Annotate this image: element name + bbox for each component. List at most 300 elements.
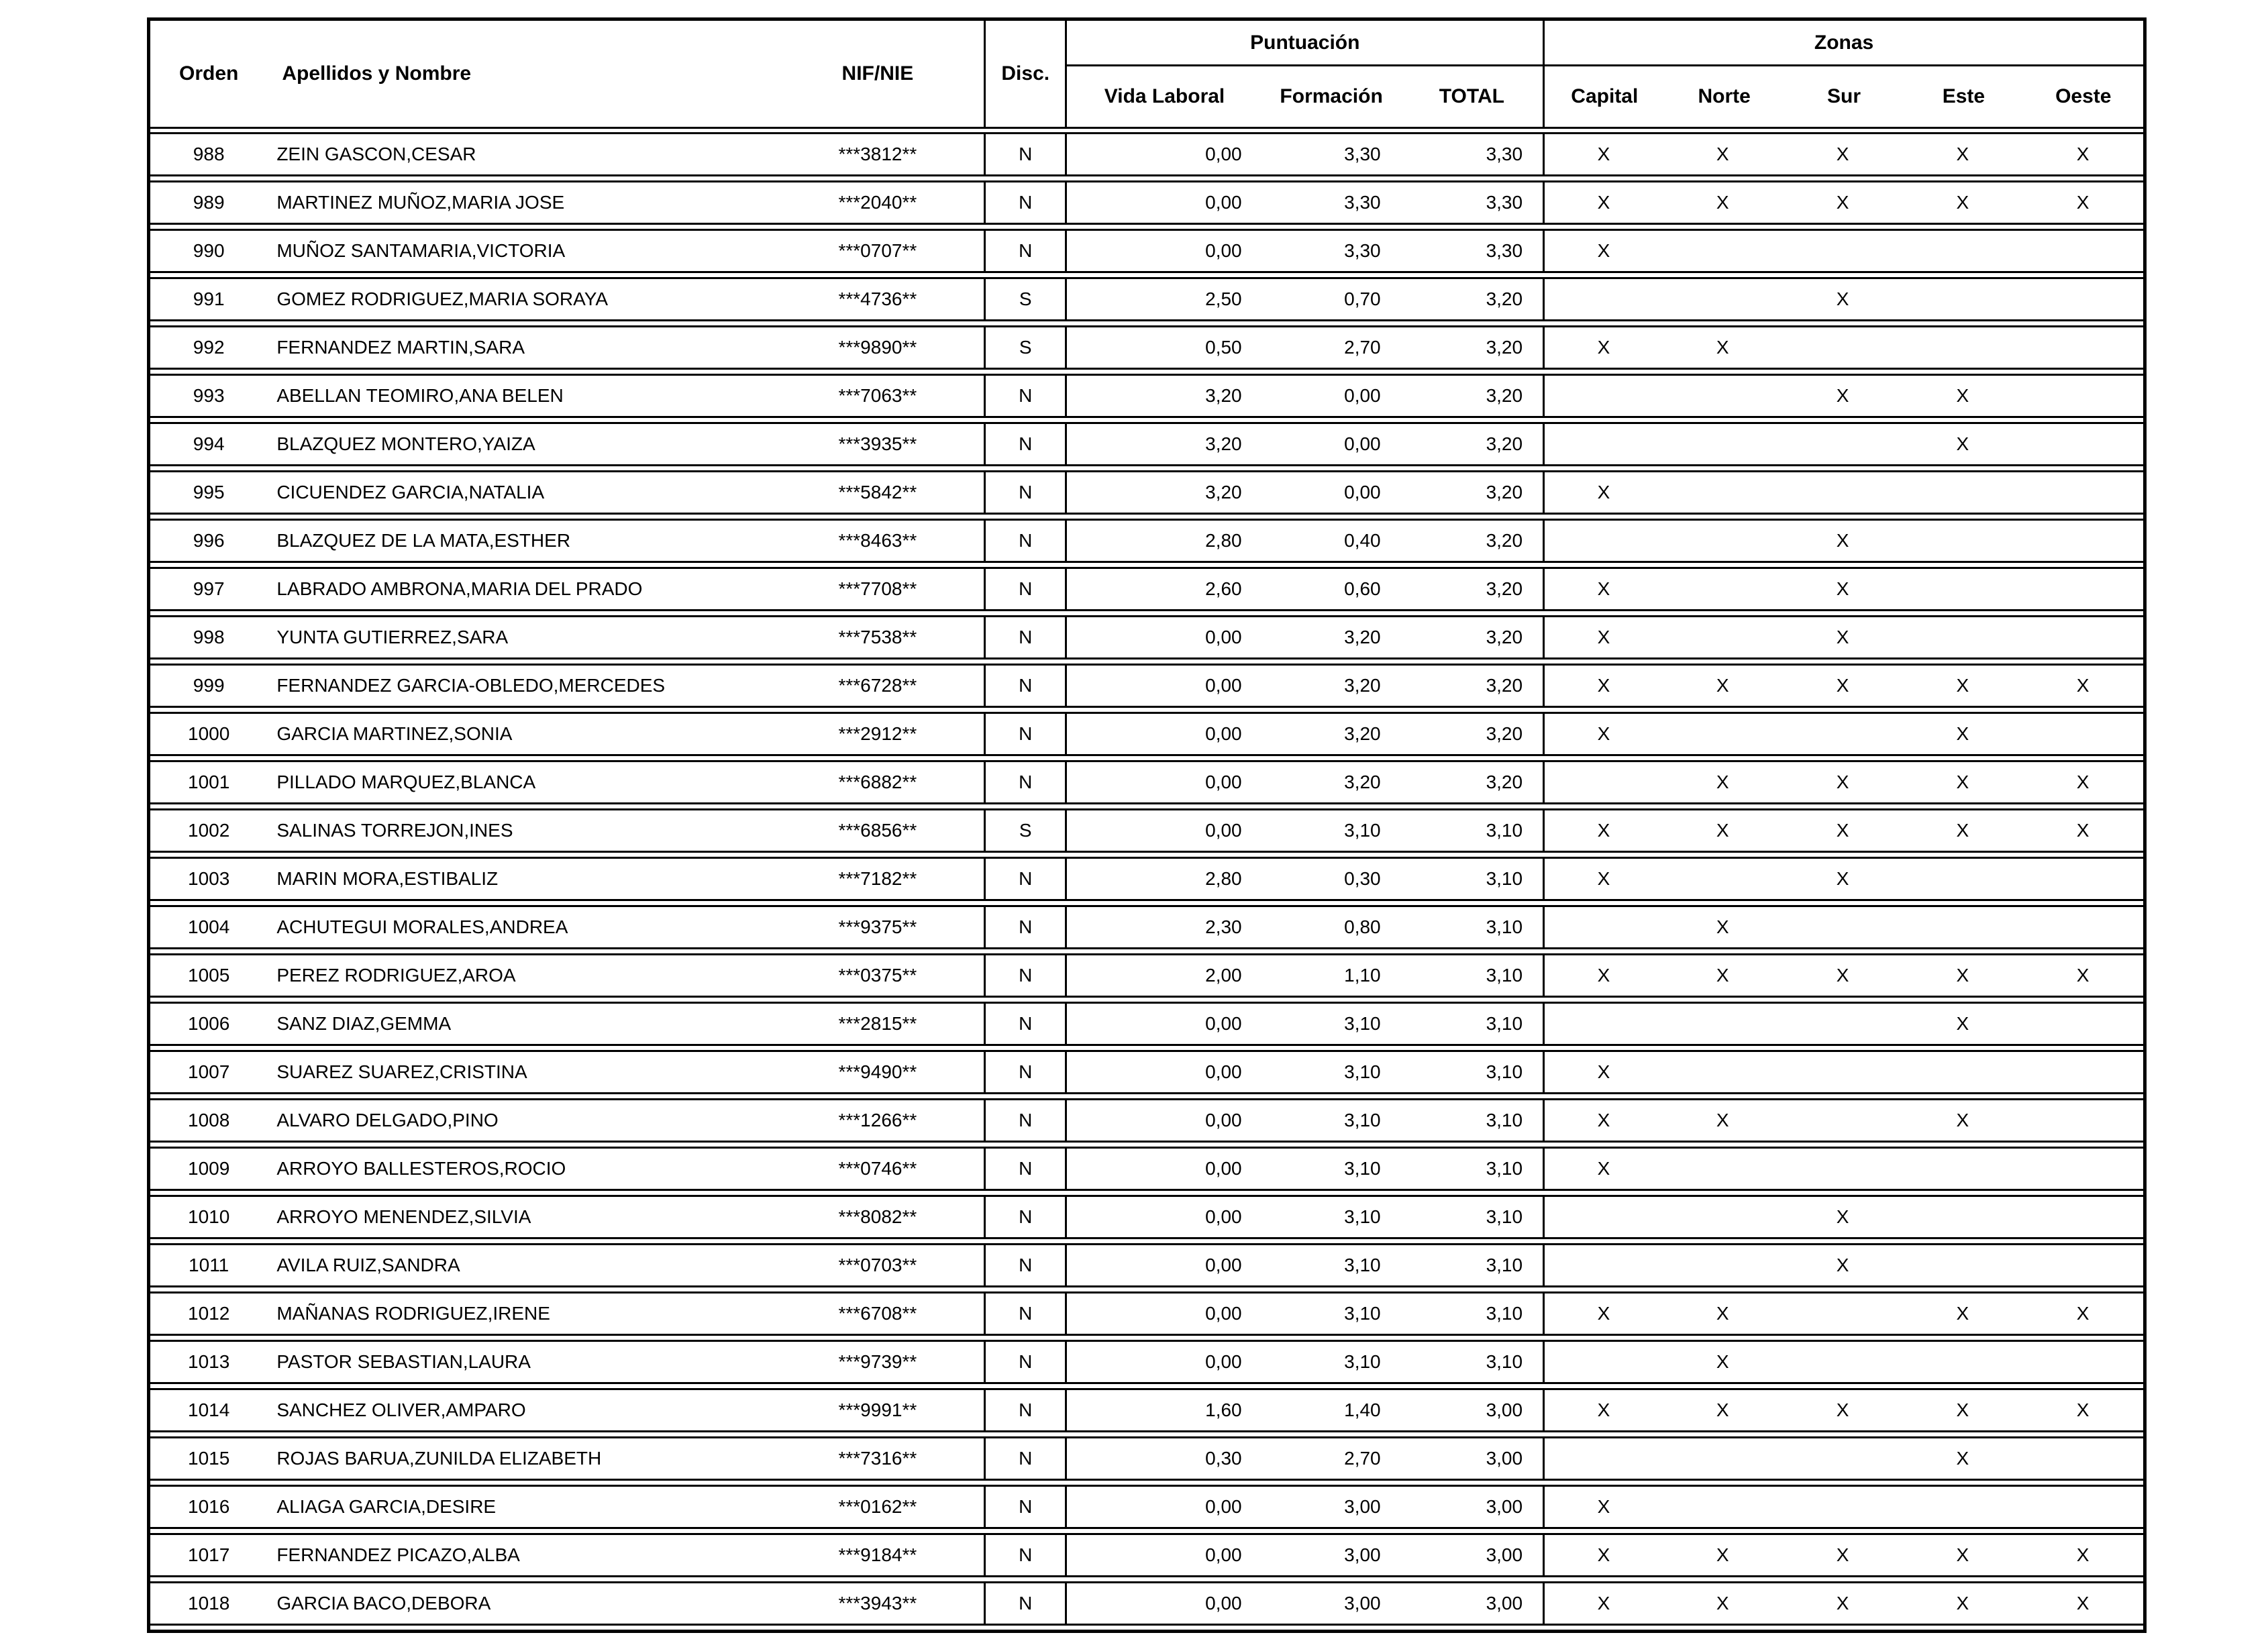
row-total: 3,10: [1486, 1013, 1523, 1034]
row-zone-oeste: X: [2076, 675, 2090, 696]
row-total: 3,10: [1486, 820, 1523, 841]
row-nif: ***0746**: [838, 1158, 917, 1179]
col-header-zona-norte: Norte: [1698, 85, 1751, 107]
row-zone-oeste: [2022, 1438, 2143, 1479]
row-total: 3,00: [1486, 1448, 1523, 1469]
row-zone-norte: [1663, 521, 1783, 561]
row-name: ARROYO BALLESTEROS,ROCIO: [276, 1158, 566, 1179]
row-total: 3,20: [1486, 675, 1523, 696]
row-nif: ***0162**: [838, 1496, 917, 1517]
row-orden: 1018: [188, 1593, 230, 1614]
row-name: ALIAGA GARCIA,DESIRE: [276, 1496, 497, 1517]
row-total: 3,10: [1486, 1351, 1523, 1372]
row-zone-norte: [1663, 1197, 1783, 1237]
zonas-subheaders: [1545, 66, 2143, 127]
row-vida-laboral: 0,00: [1205, 1013, 1242, 1034]
row-nif: ***2912**: [838, 723, 917, 744]
row-disc: N: [984, 1293, 1067, 1334]
row-orden: 1012: [188, 1303, 230, 1324]
table-row: [150, 132, 2143, 176]
row-orden: 998: [193, 627, 225, 647]
row-orden: 1003: [188, 868, 230, 889]
col-header-zona-este: Este: [1942, 85, 1986, 107]
row-name: GARCIA BACO,DEBORA: [276, 1593, 491, 1614]
row-orden: 994: [193, 433, 225, 454]
col-header-zona-oeste: Oeste: [2055, 85, 2112, 107]
row-total: 3,30: [1486, 144, 1523, 164]
row-name: MARTINEZ MUÑOZ,MARIA JOSE: [276, 192, 565, 213]
row-zone-norte: X: [1716, 1110, 1729, 1130]
row-zone-capital: [1543, 376, 1663, 416]
row-disc: N: [984, 1487, 1067, 1527]
row-vida-laboral: 2,00: [1205, 965, 1242, 986]
row-zone-sur: X: [1836, 385, 1849, 406]
row-formacion: 0,70: [1344, 288, 1381, 309]
row-zone-norte: [1663, 472, 1783, 513]
row-formacion: 0,40: [1344, 530, 1381, 551]
row-disc: N: [984, 666, 1067, 706]
row-disc: N: [984, 762, 1067, 802]
row-vida-laboral: 1,60: [1205, 1400, 1242, 1420]
row-orden: 989: [193, 192, 225, 213]
row-zone-oeste: [2022, 376, 2143, 416]
row-formacion: 3,10: [1344, 1158, 1381, 1179]
row-zone-capital: [1543, 279, 1663, 319]
row-zone-este: X: [1956, 192, 1969, 213]
row-zone-norte: [1663, 376, 1783, 416]
row-zone-capital: X: [1543, 1535, 1663, 1575]
row-nif: ***3812**: [838, 144, 917, 164]
row-zone-capital: X: [1543, 617, 1663, 657]
table-row: [150, 1436, 2143, 1481]
table-row: [150, 1581, 2143, 1626]
row-formacion: 3,30: [1344, 192, 1381, 213]
row-zone-sur: X: [1836, 772, 1849, 792]
row-vida-laboral: 3,20: [1205, 433, 1242, 454]
row-total: 3,00: [1486, 1400, 1523, 1420]
row-zone-oeste: X: [2076, 1303, 2090, 1324]
row-zone-oeste: [2022, 1342, 2143, 1382]
row-disc: N: [984, 569, 1067, 609]
row-zone-oeste: [2022, 569, 2143, 609]
row-zone-norte: X: [1716, 1400, 1729, 1420]
row-name: ARROYO MENENDEZ,SILVIA: [276, 1206, 531, 1227]
row-zone-este: [1902, 617, 2022, 657]
row-name: PEREZ RODRIGUEZ,AROA: [276, 965, 516, 986]
row-total: 3,20: [1486, 337, 1523, 358]
row-orden: 1014: [188, 1400, 230, 1420]
puntuacion-group-title: Puntuación: [1067, 21, 1543, 66]
row-orden: 1007: [188, 1061, 230, 1082]
row-zone-oeste: [2022, 1004, 2143, 1044]
row-disc: S: [984, 327, 1067, 368]
row-disc: N: [984, 859, 1067, 899]
table-row: [150, 1147, 2143, 1191]
row-orden: 1006: [188, 1013, 230, 1034]
table-row: [150, 1098, 2143, 1143]
row-total: 3,10: [1486, 916, 1523, 937]
row-disc: N: [984, 1583, 1067, 1624]
row-zone-norte: X: [1716, 916, 1729, 937]
row-zone-capital: X: [1543, 1390, 1663, 1430]
row-disc: N: [984, 1438, 1067, 1479]
row-nif: ***9375**: [838, 916, 917, 937]
row-zone-norte: [1663, 1004, 1783, 1044]
col-header-zona-capital: Capital: [1571, 85, 1639, 107]
row-zone-capital: X: [1543, 1100, 1663, 1141]
row-formacion: 3,00: [1344, 1544, 1381, 1565]
table-header: [150, 21, 2143, 129]
row-formacion: 3,10: [1344, 1303, 1381, 1324]
row-zone-sur: [1783, 1293, 1903, 1334]
row-zone-capital: X: [1543, 1293, 1663, 1334]
row-zone-oeste: [2022, 1100, 2143, 1141]
row-nif: ***2815**: [838, 1013, 917, 1034]
row-zone-oeste: X: [2076, 192, 2090, 213]
col-header-formacion: Formación: [1280, 85, 1383, 107]
row-zone-sur: X: [1836, 530, 1849, 551]
row-formacion: 3,00: [1344, 1496, 1381, 1517]
row-zone-este: X: [1956, 1013, 1969, 1034]
row-disc: N: [984, 376, 1067, 416]
table-row: [150, 712, 2143, 756]
row-zone-capital: [1543, 521, 1663, 561]
row-zone-capital: X: [1543, 1487, 1663, 1527]
table-row: [150, 1533, 2143, 1577]
row-total: 3,30: [1486, 192, 1523, 213]
row-disc: N: [984, 1535, 1067, 1575]
row-orden: 997: [193, 578, 225, 599]
row-zone-sur: X: [1836, 1593, 1849, 1614]
row-zone-oeste: [2022, 714, 2143, 754]
row-disc: N: [984, 472, 1067, 513]
row-zone-este: X: [1956, 1448, 1969, 1469]
row-zone-oeste: [2022, 279, 2143, 319]
row-vida-laboral: 0,00: [1205, 1255, 1242, 1275]
row-disc: N: [984, 1245, 1067, 1285]
row-zone-capital: X: [1543, 810, 1663, 851]
row-total: 3,10: [1486, 868, 1523, 889]
row-zone-norte: [1663, 1052, 1783, 1092]
col-header-zona-sur: Sur: [1827, 85, 1861, 107]
row-zone-norte: X: [1716, 337, 1729, 358]
table-body: [150, 129, 2143, 1626]
row-formacion: 0,00: [1344, 433, 1381, 454]
row-zone-sur: [1783, 1487, 1903, 1527]
row-name: ZEIN GASCON,CESAR: [276, 144, 476, 164]
row-formacion: 2,70: [1344, 337, 1381, 358]
row-formacion: 3,10: [1344, 820, 1381, 841]
row-zone-capital: X: [1543, 666, 1663, 706]
row-orden: 1005: [188, 965, 230, 986]
row-vida-laboral: 0,00: [1205, 192, 1242, 213]
row-formacion: 3,10: [1344, 1013, 1381, 1034]
table-row: [150, 567, 2143, 611]
row-zone-este: X: [1956, 1593, 1969, 1614]
row-formacion: 0,30: [1344, 868, 1381, 889]
row-orden: 1009: [188, 1158, 230, 1179]
row-total: 3,20: [1486, 288, 1523, 309]
row-zone-norte: X: [1716, 1351, 1729, 1372]
row-zone-oeste: [2022, 1197, 2143, 1237]
row-nif: ***7063**: [838, 385, 917, 406]
row-formacion: 3,00: [1344, 1593, 1381, 1614]
row-total: 3,00: [1486, 1544, 1523, 1565]
row-zone-capital: [1543, 1197, 1663, 1237]
row-nif: ***3943**: [838, 1593, 917, 1614]
row-zone-capital: X: [1543, 569, 1663, 609]
row-nif: ***6708**: [838, 1303, 917, 1324]
row-zone-oeste: [2022, 327, 2143, 368]
row-zone-este: X: [1956, 820, 1969, 841]
row-vida-laboral: 0,00: [1205, 1110, 1242, 1130]
row-disc: N: [984, 1149, 1067, 1189]
col-header-orden: Orden: [178, 62, 239, 85]
row-disc: N: [984, 134, 1067, 174]
row-nif: ***0707**: [838, 240, 917, 261]
row-orden: 1001: [188, 772, 230, 792]
row-total: 3,20: [1486, 482, 1523, 503]
table-row: [150, 953, 2143, 998]
row-disc: N: [984, 424, 1067, 464]
row-zone-oeste: [2022, 859, 2143, 899]
row-zone-este: X: [1956, 772, 1969, 792]
row-zone-capital: X: [1543, 714, 1663, 754]
row-zone-capital: X: [1543, 955, 1663, 996]
row-zone-oeste: [2022, 231, 2143, 271]
zonas-group-header: [1543, 21, 2143, 127]
row-orden: 1013: [188, 1351, 230, 1372]
row-zone-oeste: X: [2076, 772, 2090, 792]
row-name: ALVARO DELGADO,PINO: [276, 1110, 499, 1130]
row-total: 3,10: [1486, 965, 1523, 986]
row-zone-norte: [1663, 617, 1783, 657]
row-zone-este: X: [1956, 1544, 1969, 1565]
row-formacion: 3,20: [1344, 627, 1381, 647]
row-zone-capital: [1543, 424, 1663, 464]
row-zone-sur: [1783, 1342, 1903, 1382]
row-zone-oeste: [2022, 424, 2143, 464]
row-zone-capital: X: [1543, 182, 1663, 223]
row-zone-este: [1902, 521, 2022, 561]
row-zone-oeste: [2022, 1487, 2143, 1527]
row-orden: 1004: [188, 916, 230, 937]
row-formacion: 3,20: [1344, 675, 1381, 696]
row-disc: S: [984, 279, 1067, 319]
row-zone-sur: X: [1836, 288, 1849, 309]
row-zone-este: [1902, 1487, 2022, 1527]
row-vida-laboral: 0,30: [1205, 1448, 1242, 1469]
row-name: BLAZQUEZ MONTERO,YAIZA: [276, 433, 535, 454]
row-zone-capital: X: [1543, 1052, 1663, 1092]
row-nif: ***0375**: [838, 965, 917, 986]
row-zone-capital: X: [1543, 134, 1663, 174]
row-zone-norte: [1663, 1245, 1783, 1285]
row-total: 3,20: [1486, 530, 1523, 551]
table-row: [150, 808, 2143, 853]
row-total: 3,20: [1486, 723, 1523, 744]
col-header-disc: Disc.: [984, 21, 1067, 127]
row-zone-norte: [1663, 231, 1783, 271]
row-total: 3,10: [1486, 1061, 1523, 1082]
row-zone-norte: [1663, 424, 1783, 464]
row-vida-laboral: 2,30: [1205, 916, 1242, 937]
row-zone-capital: [1543, 907, 1663, 947]
row-zone-este: [1902, 1245, 2022, 1285]
row-name: MAÑANAS RODRIGUEZ,IRENE: [276, 1303, 550, 1324]
row-zone-oeste: X: [2076, 965, 2090, 986]
candidates-table: [147, 17, 2147, 1633]
row-total: 3,10: [1486, 1303, 1523, 1324]
row-formacion: 3,10: [1344, 1255, 1381, 1275]
row-orden: 1000: [188, 723, 230, 744]
row-nif: ***9739**: [838, 1351, 917, 1372]
row-zone-norte: [1663, 1438, 1783, 1479]
row-zone-sur: [1783, 1100, 1903, 1141]
row-nif: ***3935**: [838, 433, 917, 454]
row-vida-laboral: 0,00: [1205, 1351, 1242, 1372]
row-zone-sur: [1783, 472, 1903, 513]
row-zone-este: [1902, 279, 2022, 319]
row-vida-laboral: 0,00: [1205, 240, 1242, 261]
row-zone-norte: X: [1716, 1303, 1729, 1324]
row-nif: ***9890**: [838, 337, 917, 358]
row-vida-laboral: 3,20: [1205, 385, 1242, 406]
row-zone-este: X: [1956, 675, 1969, 696]
row-orden: 995: [193, 482, 225, 503]
row-zone-norte: X: [1716, 772, 1729, 792]
row-total: 3,20: [1486, 385, 1523, 406]
row-nif: ***7316**: [838, 1448, 917, 1469]
row-zone-sur: [1783, 714, 1903, 754]
table-row: [150, 422, 2143, 466]
row-name: ACHUTEGUI MORALES,ANDREA: [276, 916, 568, 937]
row-nif: ***7708**: [838, 578, 917, 599]
row-zone-sur: X: [1836, 820, 1849, 841]
row-formacion: 0,60: [1344, 578, 1381, 599]
row-vida-laboral: 0,00: [1205, 144, 1242, 164]
row-disc: N: [984, 521, 1067, 561]
puntuacion-group-header: [1067, 21, 1543, 127]
row-disc: N: [984, 907, 1067, 947]
row-nif: ***4736**: [838, 288, 917, 309]
row-zone-norte: [1663, 569, 1783, 609]
row-zone-norte: X: [1716, 192, 1729, 213]
row-disc: N: [984, 714, 1067, 754]
row-vida-laboral: 2,60: [1205, 578, 1242, 599]
row-vida-laboral: 0,00: [1205, 820, 1242, 841]
row-zone-sur: X: [1836, 675, 1849, 696]
row-nif: ***2040**: [838, 192, 917, 213]
row-zone-norte: [1663, 1487, 1783, 1527]
table-row: [150, 857, 2143, 901]
row-vida-laboral: 0,00: [1205, 1593, 1242, 1614]
row-zone-capital: X: [1543, 231, 1663, 271]
row-zone-sur: X: [1836, 1255, 1849, 1275]
row-vida-laboral: 0,00: [1205, 1158, 1242, 1179]
row-name: SUAREZ SUAREZ,CRISTINA: [276, 1061, 527, 1082]
row-zone-sur: X: [1836, 192, 1849, 213]
row-zone-este: [1902, 1052, 2022, 1092]
row-orden: 999: [193, 675, 225, 696]
table-row: [150, 1195, 2143, 1239]
row-nif: ***9991**: [838, 1400, 917, 1420]
row-vida-laboral: 0,00: [1205, 1496, 1242, 1517]
row-name: MARIN MORA,ESTIBALIZ: [276, 868, 499, 889]
row-vida-laboral: 0,00: [1205, 723, 1242, 744]
row-zone-norte: X: [1716, 1593, 1729, 1614]
row-vida-laboral: 2,80: [1205, 530, 1242, 551]
row-name: AVILA RUIZ,SANDRA: [276, 1255, 460, 1275]
row-orden: 1015: [188, 1448, 230, 1469]
row-orden: 1008: [188, 1110, 230, 1130]
row-disc: N: [984, 1390, 1067, 1430]
row-orden: 993: [193, 385, 225, 406]
row-name: SALINAS TORREJON,INES: [276, 820, 513, 841]
table-row: [150, 1050, 2143, 1094]
row-disc: N: [984, 1197, 1067, 1237]
row-vida-laboral: 3,20: [1205, 482, 1242, 503]
row-zone-este: [1902, 1197, 2022, 1237]
row-zone-oeste: [2022, 617, 2143, 657]
row-zone-oeste: X: [2076, 1544, 2090, 1565]
row-zone-norte: X: [1716, 820, 1729, 841]
table-row: [150, 905, 2143, 949]
table-row: [150, 1002, 2143, 1046]
row-zone-sur: X: [1836, 144, 1849, 164]
row-name: LABRADO AMBRONA,MARIA DEL PRADO: [276, 578, 643, 599]
row-zone-este: X: [1956, 144, 1969, 164]
row-nif: ***6728**: [838, 675, 917, 696]
row-nif: ***7182**: [838, 868, 917, 889]
row-orden: 1016: [188, 1496, 230, 1517]
row-formacion: 1,10: [1344, 965, 1381, 986]
row-zone-este: [1902, 231, 2022, 271]
row-formacion: 1,40: [1344, 1400, 1381, 1420]
row-zone-capital: [1543, 1245, 1663, 1285]
row-zone-este: X: [1956, 385, 1969, 406]
row-total: 3,20: [1486, 578, 1523, 599]
row-vida-laboral: 0,00: [1205, 772, 1242, 792]
row-vida-laboral: 0,00: [1205, 1061, 1242, 1082]
row-zone-sur: X: [1836, 1400, 1849, 1420]
table-row: [150, 1388, 2143, 1432]
row-zone-este: [1902, 327, 2022, 368]
row-orden: 990: [193, 240, 225, 261]
row-zone-este: X: [1956, 1303, 1969, 1324]
row-total: 3,10: [1486, 1158, 1523, 1179]
row-disc: N: [984, 955, 1067, 996]
row-total: 3,10: [1486, 1110, 1523, 1130]
row-zone-sur: [1783, 1052, 1903, 1092]
row-zone-este: X: [1956, 433, 1969, 454]
row-zone-capital: [1543, 762, 1663, 802]
row-zone-este: X: [1956, 1400, 1969, 1420]
row-orden: 992: [193, 337, 225, 358]
row-name: FERNANDEZ GARCIA-OBLEDO,MERCEDES: [276, 675, 666, 696]
table-row: [150, 615, 2143, 659]
row-zone-oeste: [2022, 1245, 2143, 1285]
row-nif: ***7538**: [838, 627, 917, 647]
row-orden: 991: [193, 288, 225, 309]
col-header-nif-nie: NIF/NIE: [841, 62, 914, 85]
row-formacion: 3,30: [1344, 144, 1381, 164]
row-zone-este: X: [1956, 965, 1969, 986]
row-disc: N: [984, 182, 1067, 223]
row-vida-laboral: 0,00: [1205, 1303, 1242, 1324]
row-disc: S: [984, 810, 1067, 851]
table-row: [150, 1243, 2143, 1287]
